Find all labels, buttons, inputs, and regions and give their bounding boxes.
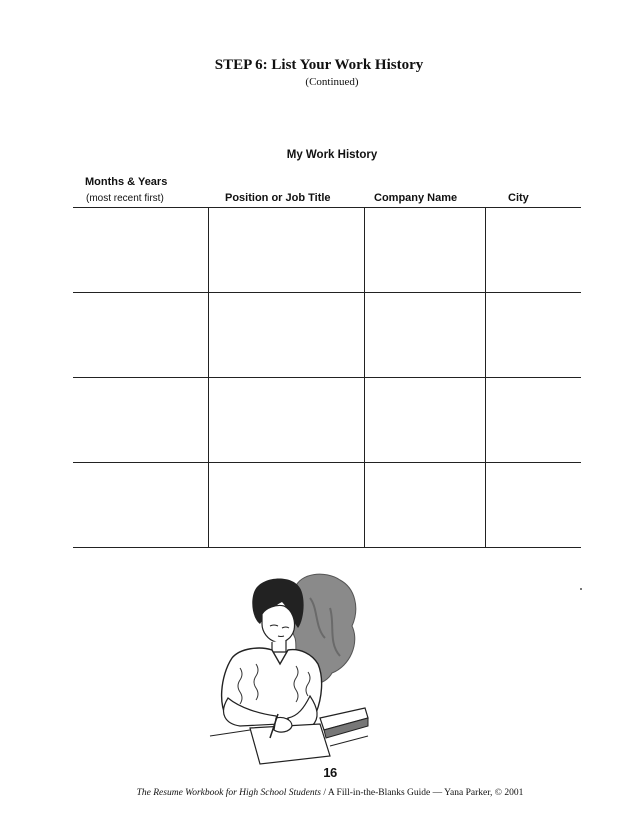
cell-position-row-4[interactable] bbox=[209, 463, 364, 547]
column-header-months-years: Months & Years bbox=[85, 176, 168, 188]
footer-credit: / A Fill-in-the-Blanks Guide — Yana Parker, © 2001 bbox=[320, 788, 524, 798]
page-number: 16 bbox=[323, 765, 337, 780]
cell-city-row-3[interactable] bbox=[486, 378, 581, 462]
cell-company-row-1[interactable] bbox=[365, 208, 485, 292]
column-header-city: City bbox=[508, 192, 529, 204]
column-header-company: Company Name bbox=[374, 192, 458, 204]
cell-position-row-1[interactable] bbox=[209, 208, 364, 292]
cell-months-years-row-4[interactable] bbox=[73, 463, 208, 547]
cell-position-row-3[interactable] bbox=[209, 378, 364, 462]
cell-city-row-1[interactable] bbox=[486, 208, 581, 292]
footer-book-title: The Resume Workbook for High School Students bbox=[136, 788, 321, 798]
page-subheading: (Continued) bbox=[305, 76, 359, 88]
table-title: My Work History bbox=[286, 149, 378, 161]
cell-company-row-3[interactable] bbox=[365, 378, 485, 462]
cell-position-row-2[interactable] bbox=[209, 293, 364, 377]
cell-company-row-4[interactable] bbox=[365, 463, 485, 547]
student-writing-illustration-icon bbox=[200, 568, 370, 768]
cell-months-years-row-1[interactable] bbox=[73, 208, 208, 292]
table-bottom-rule bbox=[73, 547, 581, 548]
footer bbox=[0, 788, 638, 798]
column-header-position: Position or Job Title bbox=[225, 192, 331, 204]
cell-city-row-2[interactable] bbox=[486, 293, 581, 377]
cell-city-row-4[interactable] bbox=[486, 463, 581, 547]
cell-months-years-row-3[interactable] bbox=[73, 378, 208, 462]
column-subheader-most-recent-first: (most recent first) bbox=[86, 193, 164, 204]
stray-mark bbox=[580, 588, 582, 590]
cell-months-years-row-2[interactable] bbox=[73, 293, 208, 377]
cell-company-row-2[interactable] bbox=[365, 293, 485, 377]
page-heading: STEP 6: List Your Work History bbox=[214, 57, 424, 73]
